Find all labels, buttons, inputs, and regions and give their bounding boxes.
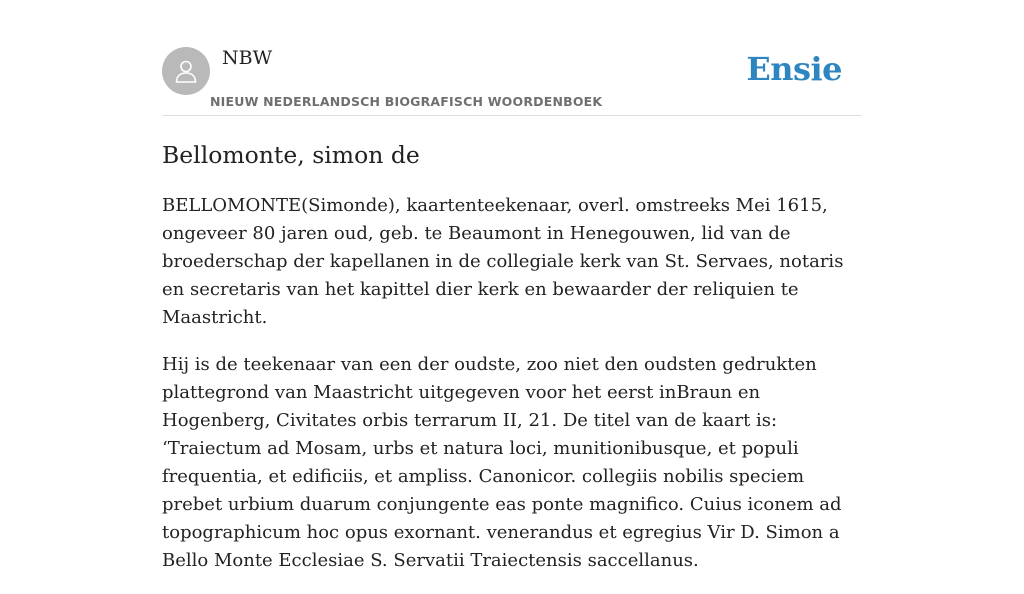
- author-name[interactable]: NBW: [222, 47, 273, 69]
- article-body: [162, 192, 862, 594]
- user-silhouette-icon: [172, 57, 200, 85]
- source-name[interactable]: NIEUW NEDERLANDSCH BIOGRAFISCH WOORDENBOEK: [210, 94, 603, 109]
- header: [162, 46, 862, 116]
- avatar[interactable]: [162, 47, 210, 95]
- article-paragraph: Hij is de teekenaar van een der oudste, zoo niet den oudsten gedrukten plattegrond van Maastricht uitgegeven voor het eerst inBraun en Hogenberg, Civitates orbis terrarum II, 21. De titel van de kaart is: ‘Traiectum ad Mosam, urbs et natura loci, munitionibusque, et populi frequentia, et edificiis, et ampliss. Canonicor. collegiis nobilis speciem prebet urbium duarum conjungente eas ponte magnifico. Cuius iconem ad topographicum hoc opus exornant. venerandus et egregius Vir D. Simon a Bello Monte Ecclesiae S. Servatii Traiectensis saccellanus.: [162, 354, 842, 571]
- ensie-logo[interactable]: Ensie: [746, 50, 842, 88]
- article-paragraph: BELLOMONTE(Simonde), kaartenteekenaar, overl. omstreeks Mei 1615, ongeveer 80 jaren oud, geb. te Beaumont in Henegouwen, lid van de broederschap der kapellanen in de collegiale kerk van St. Servaes, notaris en secretaris van het kapittel dier kerk en bewaarder der reliquien te Maastricht.: [162, 195, 844, 328]
- article-title: Bellomonte, simon de: [162, 141, 420, 169]
